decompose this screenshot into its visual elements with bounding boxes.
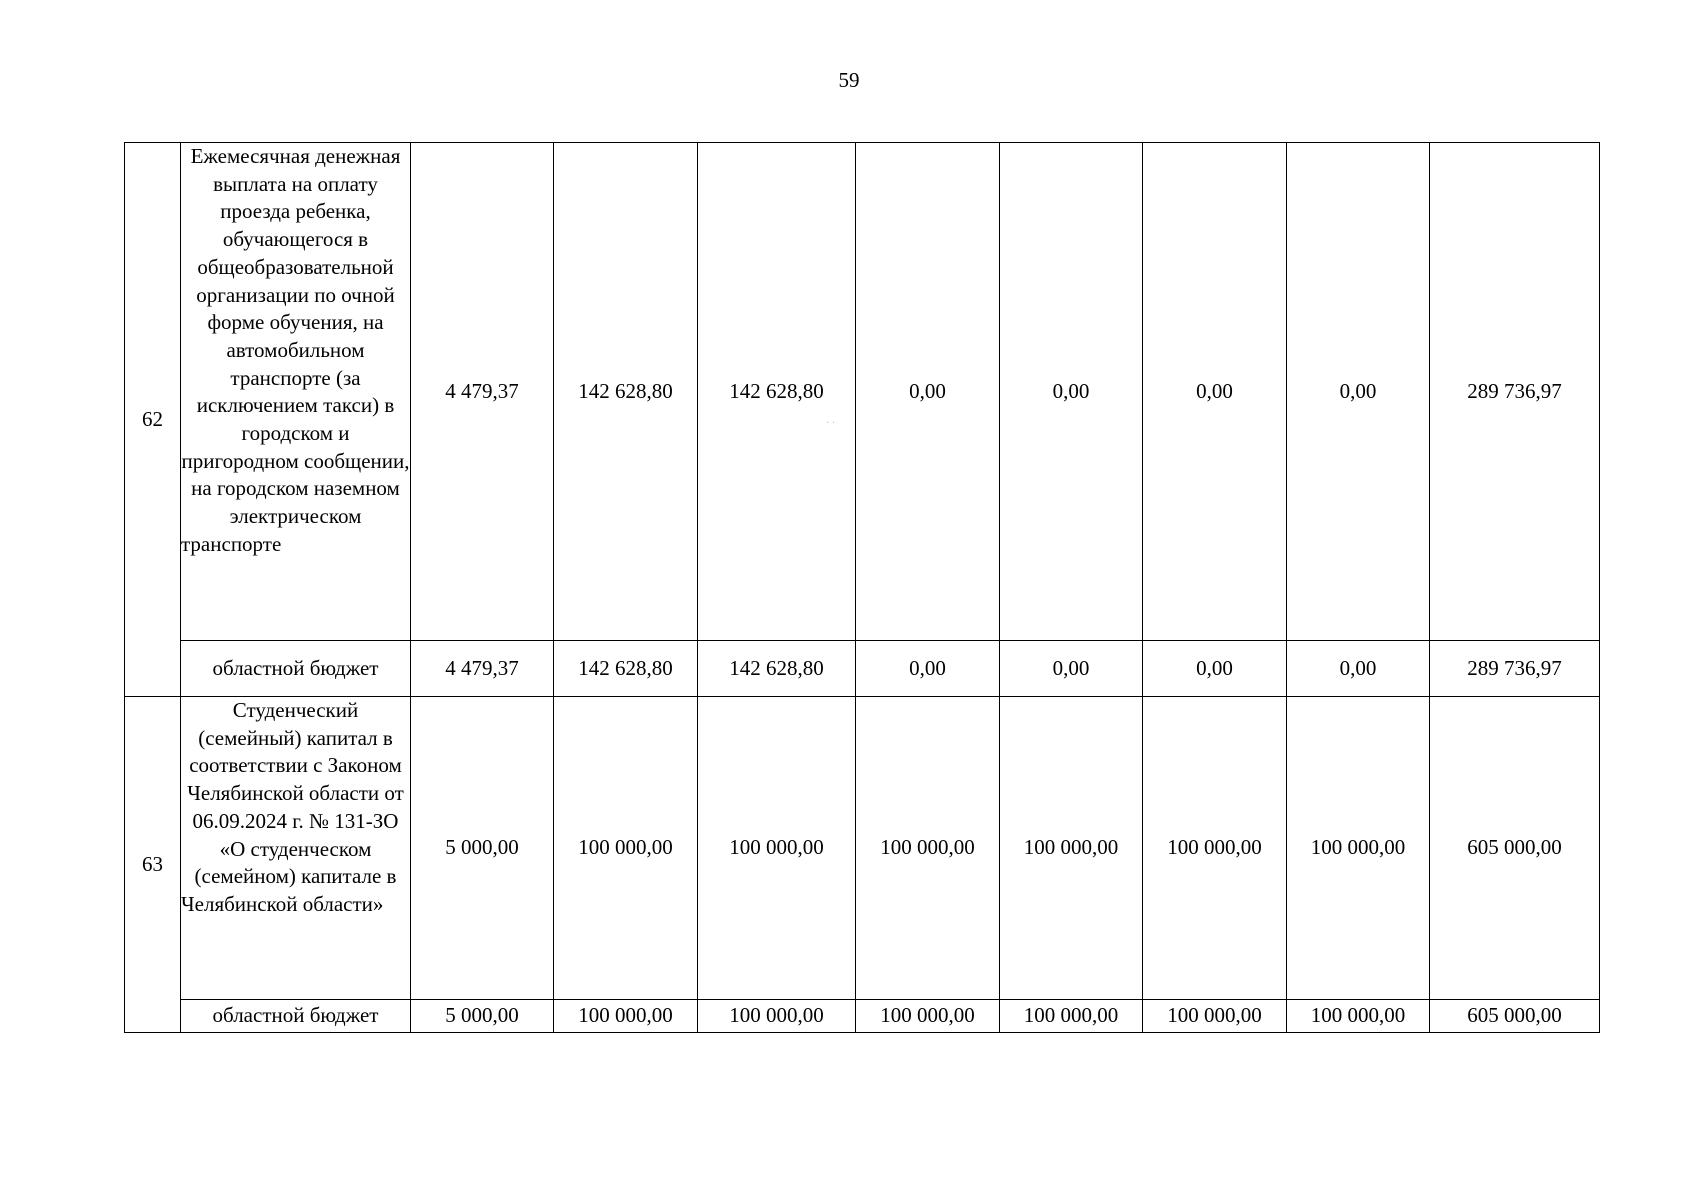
value-cell: 0,00 [1287,641,1430,697]
table-row [125,697,1600,1000]
total-cell: 605 000,00 [1430,1000,1600,1033]
table-row [125,1000,1600,1033]
value-cell: 5 000,00 [411,1000,554,1033]
value-cell: 142 628,80 [554,143,698,641]
total-cell: 289 736,97 [1430,143,1600,641]
value-cell: 100 000,00 [554,1000,698,1033]
value-cell: 4 479,37 [411,641,554,697]
scan-speck: · · [826,418,836,429]
value-cell: 100 000,00 [1000,697,1143,1000]
value-cell: 100 000,00 [698,1000,856,1033]
value-cell: 100 000,00 [1143,697,1287,1000]
value-cell: 0,00 [1143,143,1287,641]
value-cell: 0,00 [856,143,1000,641]
value-cell: 4 479,37 [411,143,554,641]
value-cell: 0,00 [856,641,1000,697]
value-cell: 0,00 [1000,641,1143,697]
value-cell: 100 000,00 [1000,1000,1143,1033]
value-cell: 5 000,00 [411,697,554,1000]
value-cell: 100 000,00 [1287,697,1430,1000]
row-number: 62 [125,143,181,697]
value-cell: 0,00 [1143,641,1287,697]
item-description: Студенческий (семейный) капитал в соответствии с Законом Челябинской области от 06.09.2024 г. № 131-ЗО «О студенческом (семейном) капитале в Челябинской области» [181,697,411,1000]
value-cell: 100 000,00 [1143,1000,1287,1033]
funding-source: областной бюджет [181,641,411,697]
budget-table [124,142,1600,1033]
total-cell: 605 000,00 [1430,697,1600,1000]
row-number: 63 [125,697,181,1033]
value-cell: 100 000,00 [856,1000,1000,1033]
funding-source: областной бюджет [181,1000,411,1033]
value-cell: 100 000,00 [1287,1000,1430,1033]
item-description: Ежемесячная денежная выплата на оплату проезда ребенка, обучающегося в общеобразовательной организации по очной форме обучения, на автомобильном транспорте (за исключением такси) в городском и пригородном сообщении, на городском наземном электрическом транспорте [181,143,411,641]
value-cell: 142 628,80 [554,641,698,697]
value-cell: 142 628,80 [698,641,856,697]
value-cell: 100 000,00 [554,697,698,1000]
value-cell: 0,00 [1287,143,1430,641]
value-cell: 100 000,00 [856,697,1000,1000]
page-number: 59 [838,68,860,92]
value-cell: 0,00 [1000,143,1143,641]
value-cell: 100 000,00 [698,697,856,1000]
table-row [125,143,1600,641]
value-cell: 142 628,80 [698,143,856,641]
table-row [125,641,1600,697]
total-cell: 289 736,97 [1430,641,1600,697]
